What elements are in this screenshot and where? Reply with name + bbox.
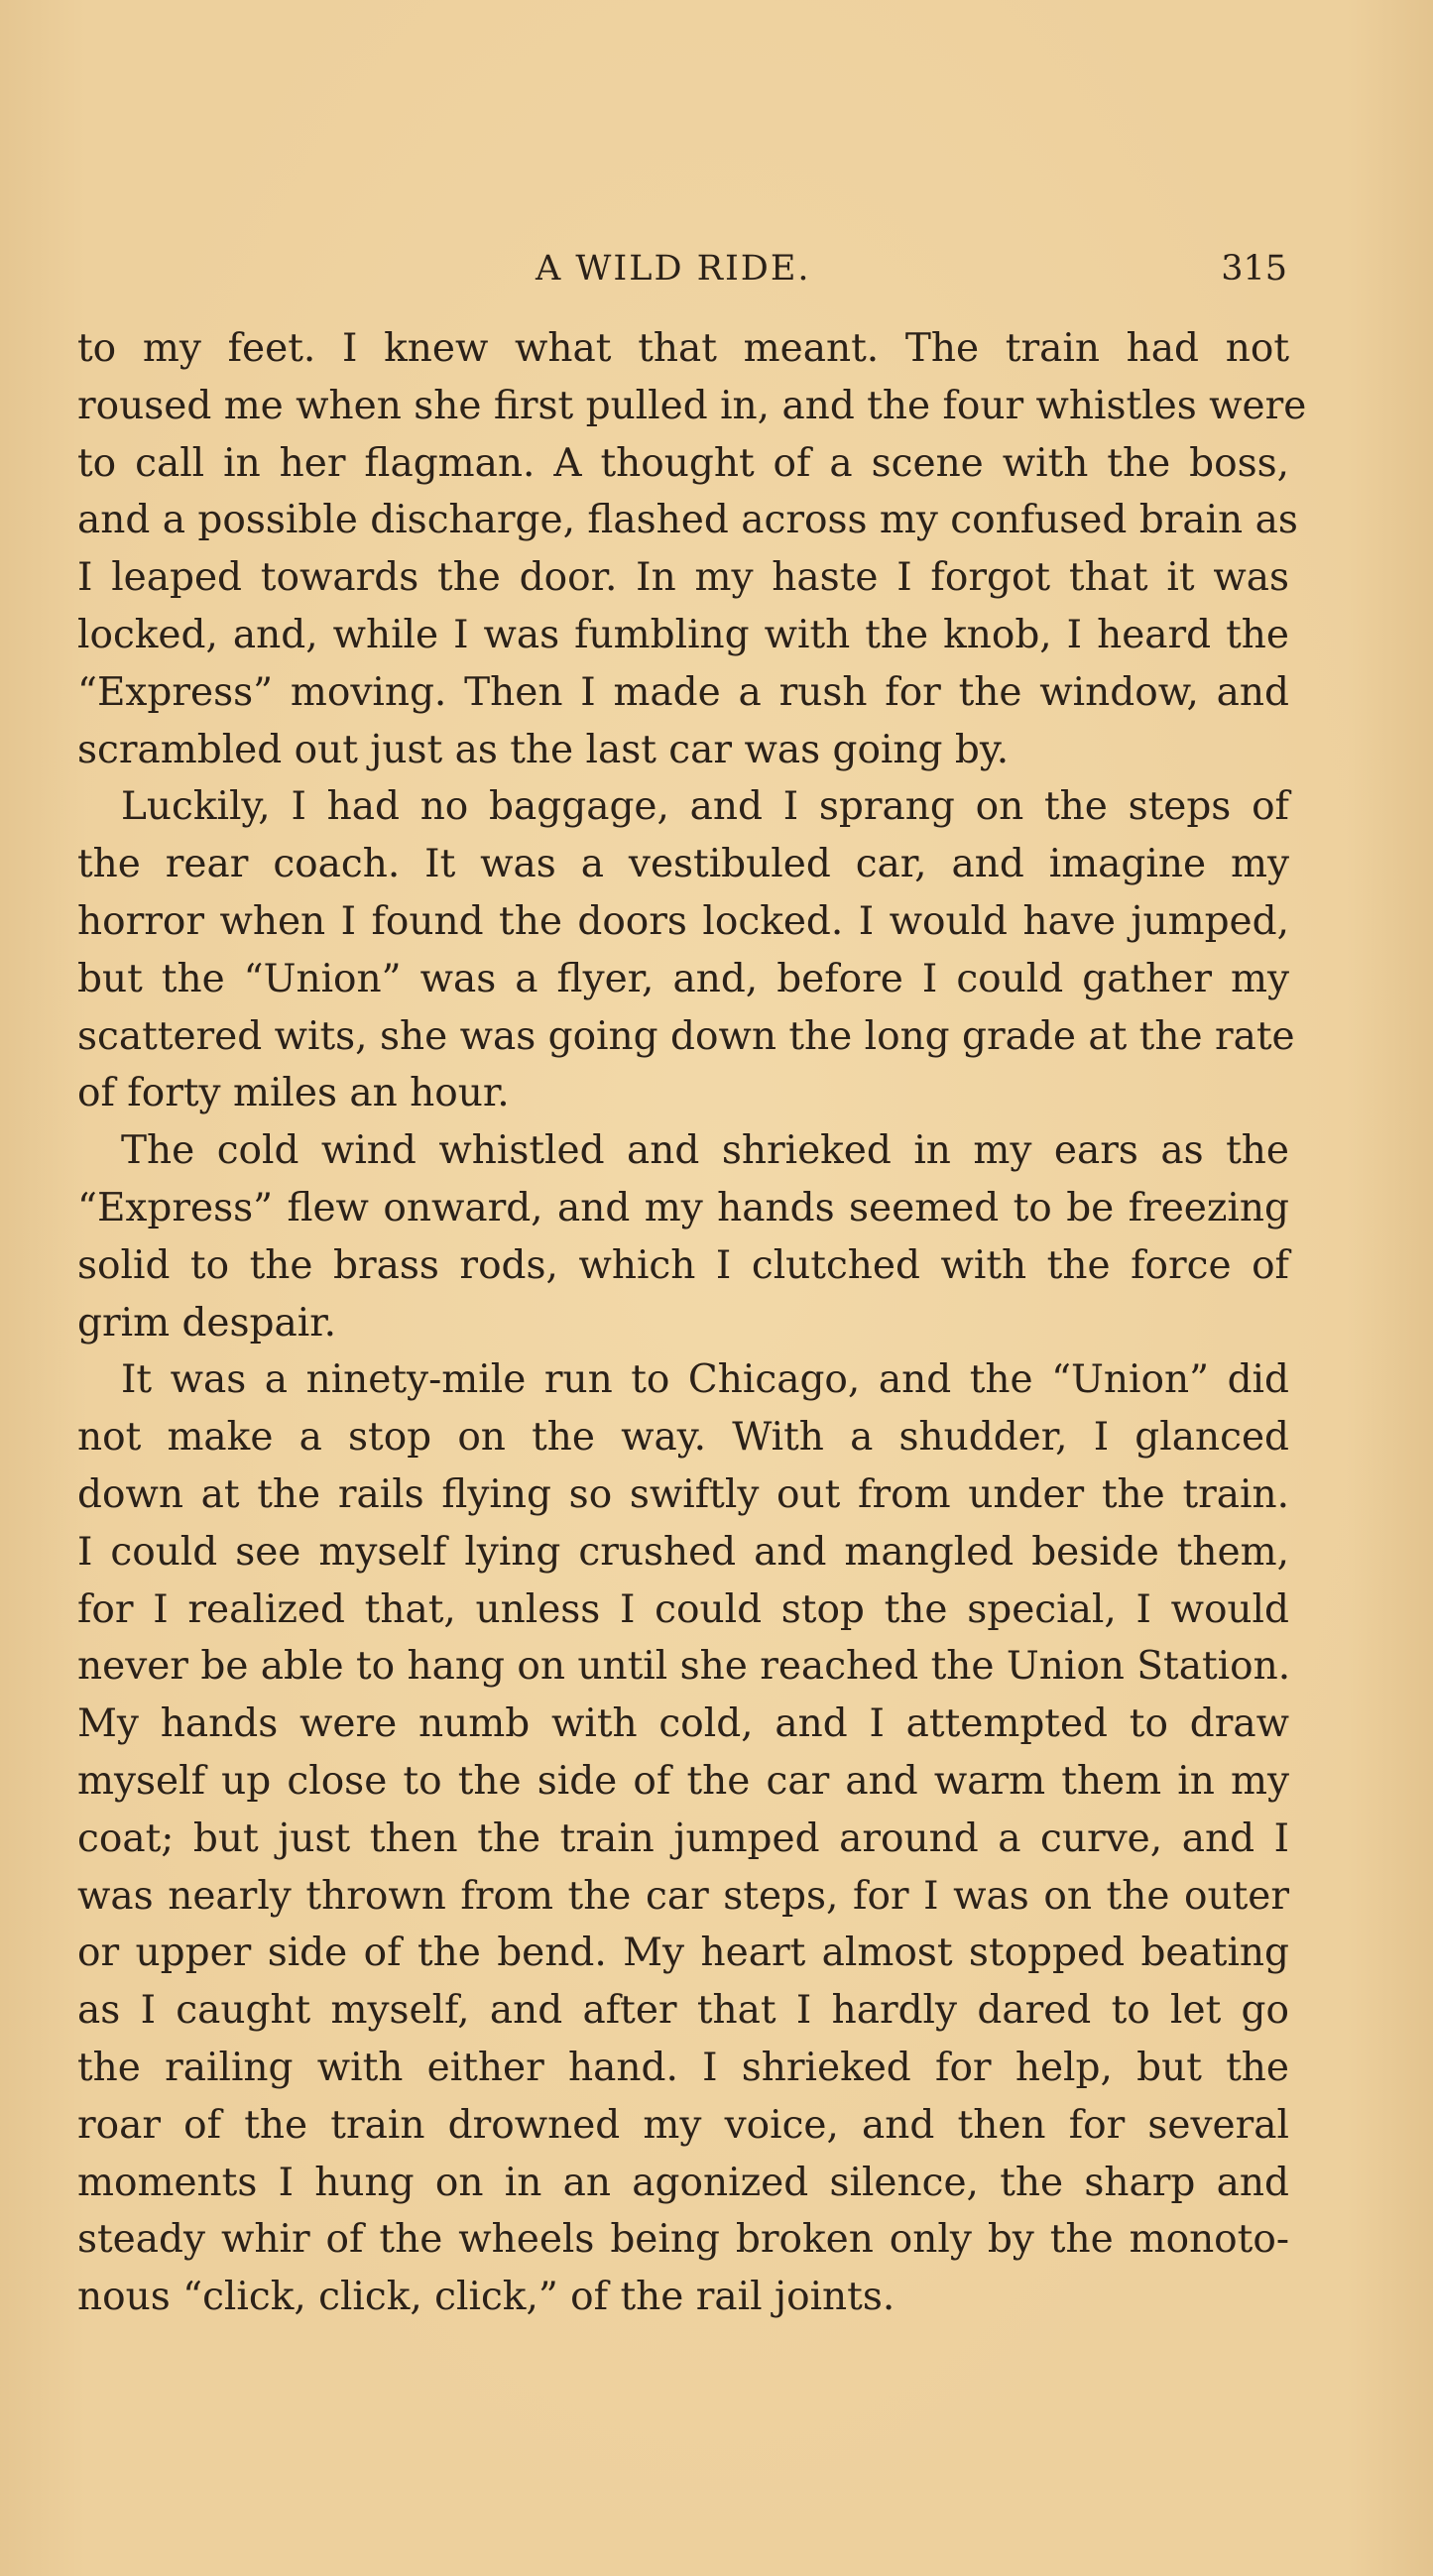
- running-head: A WILD RIDE.: [536, 249, 811, 289]
- text-line: “Express” flew onward, and my hands seemed to be freezing: [77, 1185, 1289, 1230]
- text-line: I leaped towards the door. In my haste I forgot that it was: [77, 555, 1289, 601]
- page-header: [0, 244, 1433, 293]
- text-line: not make a stop on the way. With a shudder, I glanced: [77, 1415, 1289, 1461]
- text-line: but the “Union” was a flyer, and, before I could gather my: [77, 956, 1289, 1001]
- text-line: scrambled out just as the last car was going by.: [77, 727, 1010, 772]
- text-line: as I caught myself, and after that I hardly dared to let go: [77, 1988, 1289, 2034]
- text-line: of forty miles an hour.: [77, 1071, 510, 1116]
- text-line: moments I hung on in an agonized silence, the sharp and: [77, 2160, 1289, 2205]
- text-line: to my feet. I knew what that meant. The train had not: [77, 326, 1289, 371]
- text-line: and a possible discharge, flashed across my confused brain as: [77, 498, 1298, 543]
- text-line: roar of the train drowned my voice, and then for several: [77, 2102, 1289, 2148]
- text-line: for I realized that, unless I could stop the special, I would: [77, 1586, 1289, 1632]
- text-line: I could see myself lying crushed and mangled beside them,: [77, 1529, 1289, 1575]
- text-line: nous “click, click, click,” of the rail joints.: [77, 2275, 896, 2320]
- text-line: locked, and, while I was fumbling with the knob, I heard the: [77, 612, 1289, 657]
- text-line: myself up close to the side of the car and warm them in my: [77, 1758, 1289, 1804]
- text-line: coat; but just then the train jumped around a curve, and I: [77, 1815, 1289, 1861]
- text-line: never be able to hang on until she reached the Union Station.: [77, 1644, 1291, 1690]
- text-line: the rear coach. It was a vestibuled car, and imagine my: [77, 842, 1289, 887]
- page-number: 315: [1221, 249, 1287, 289]
- body-text: [77, 320, 1307, 2326]
- paragraph-2: [77, 778, 1295, 1122]
- paragraph-4: [77, 1351, 1289, 2326]
- text-line: the railing with either hand. I shrieked for help, but the: [77, 2045, 1289, 2090]
- paragraph-1: [77, 320, 1307, 778]
- text-line: steady whir of the wheels being broken only by the monoto-: [77, 2217, 1289, 2263]
- text-line: “Express” moving. Then I made a rush for the window, and: [77, 669, 1289, 715]
- text-line: scattered wits, she was going down the long grade at the rate: [77, 1013, 1295, 1059]
- text-line: It was a ninety-mile run to Chicago, and the “Union” did: [121, 1357, 1289, 1403]
- text-line: solid to the brass rods, which I clutched with the force of: [77, 1242, 1289, 1288]
- text-line: to call in her flagman. A thought of a scene with the boss,: [77, 440, 1289, 486]
- text-line: roused me when she first pulled in, and the four whistles were: [77, 383, 1307, 428]
- text-line: The cold wind whistled and shrieked in my ears as the: [121, 1128, 1289, 1174]
- text-line: down at the rails flying so swiftly out from under the train.: [77, 1471, 1289, 1517]
- text-line: was nearly thrown from the car steps, for I was on the outer: [77, 1873, 1289, 1919]
- text-line: or upper side of the bend. My heart almost stopped beating: [77, 1931, 1289, 1976]
- text-line: Luckily, I had no baggage, and I sprang on the steps of: [121, 784, 1289, 830]
- text-line: horror when I found the doors locked. I would have jumped,: [77, 898, 1289, 944]
- text-line: grim despair.: [77, 1300, 336, 1346]
- paragraph-3: [77, 1122, 1289, 1351]
- text-line: My hands were numb with cold, and I attempted to draw: [77, 1701, 1289, 1747]
